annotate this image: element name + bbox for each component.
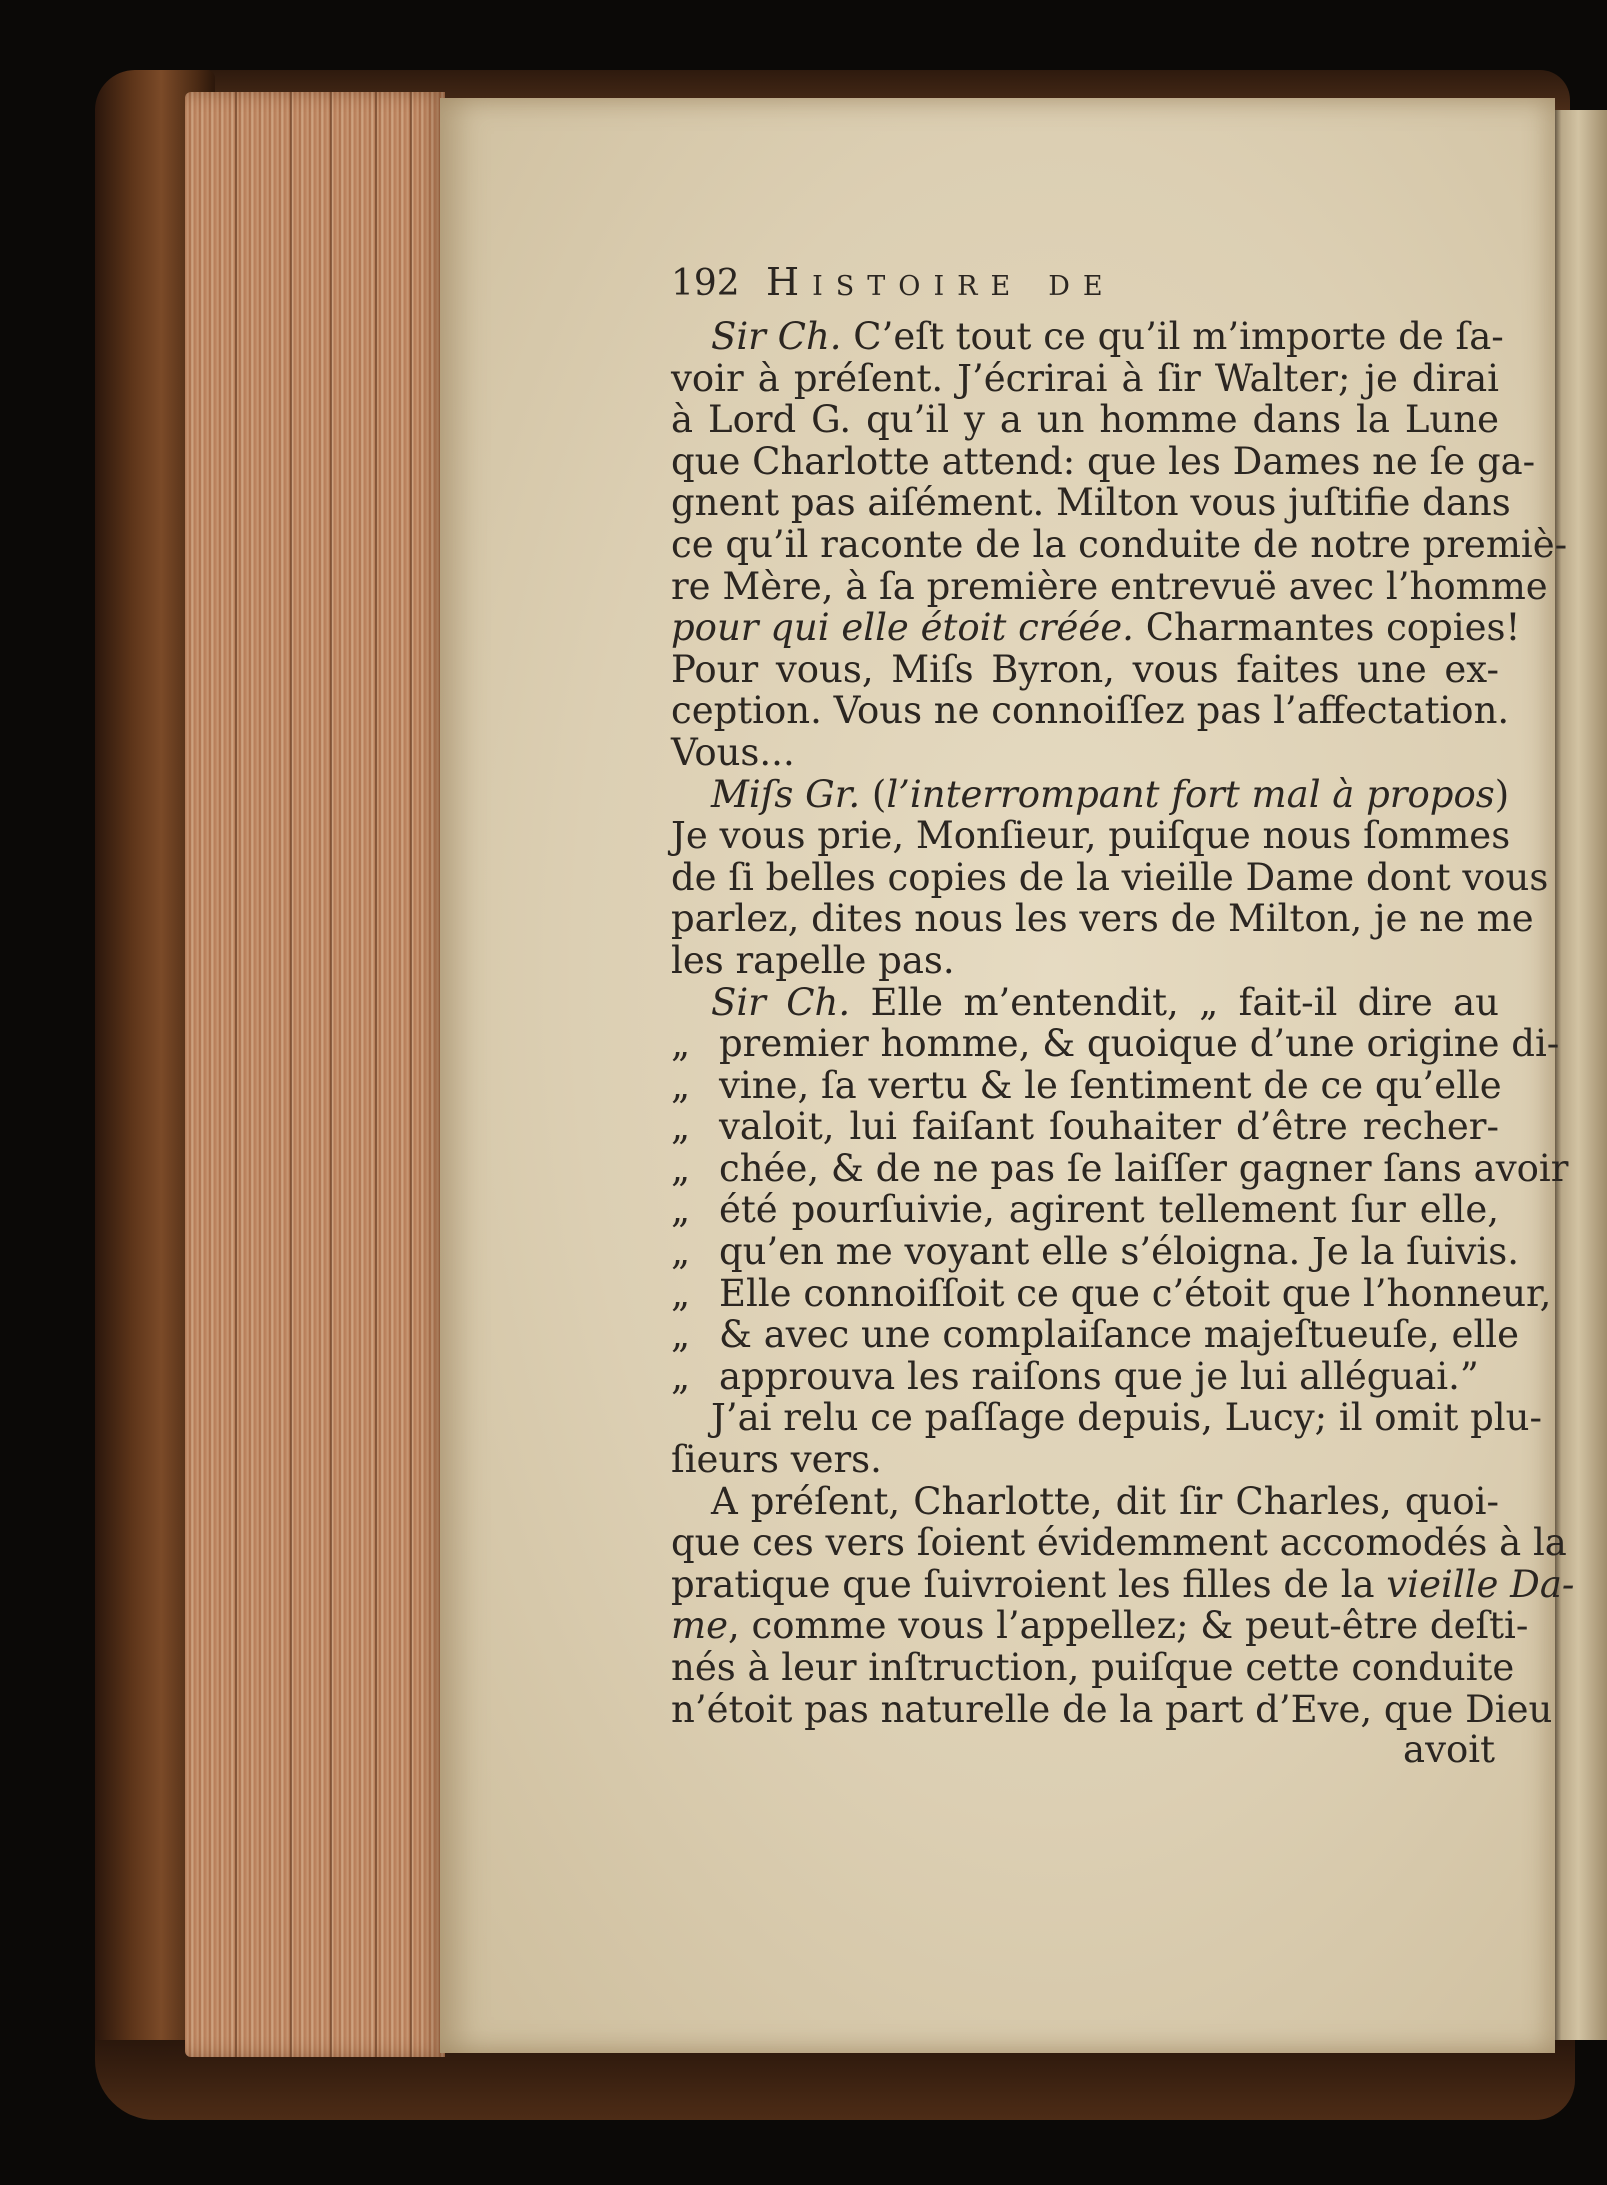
text-lines [671, 315, 1575, 1731]
line-text: , comme vous l’appellez; & peut-être deſti- [727, 1604, 1529, 1648]
text-line [671, 606, 1521, 650]
line-text: Vous... [671, 730, 795, 774]
text-line [671, 1271, 1552, 1315]
page-edge-step [290, 92, 292, 2057]
italic-text: l’interrompant fort mal à propos [886, 772, 1495, 816]
quote-mark: „ [671, 1271, 691, 1315]
quote-mark: „ [671, 1063, 691, 1107]
text-line [671, 1146, 1569, 1190]
page-edge-step [330, 92, 332, 2057]
quote-mark: „ [671, 1230, 691, 1274]
line-text: J’ai relu ce paſſage depuis, Lucy; il omit plu- [711, 1396, 1542, 1440]
line-text: premier homme, & quoique d’une origine di- [719, 1022, 1560, 1066]
text-line [671, 358, 1499, 400]
italic-text: Sir Ch. [711, 315, 842, 358]
italic-text: me [671, 1604, 728, 1648]
line-text: ce qu’il raconte de la conduite de notre premiè- [671, 522, 1568, 566]
text-line [671, 1356, 1499, 1398]
text-line [671, 1022, 1560, 1066]
page-edge-step [375, 92, 377, 2057]
line-text: que ces vers ſoient évidemment accomodés à la [671, 1521, 1567, 1565]
line-text: parlez, dites nous les vers de Milton, je ne me [671, 897, 1534, 941]
text-line [671, 689, 1510, 733]
text-line [671, 1646, 1515, 1689]
text-line [671, 649, 1499, 691]
text-line [671, 1230, 1519, 1274]
italic-text: vieille Da- [1386, 1562, 1575, 1606]
line-text: Je vous prie, Monſieur, puiſque nous ſommes [671, 814, 1511, 858]
text-line [671, 940, 1499, 982]
text-line [671, 399, 1499, 441]
line-text: Elle m’entendit, „ fait-il dire au [850, 980, 1499, 1024]
text-line [671, 1106, 1499, 1148]
text-line [671, 1481, 1499, 1523]
italic-text: Miſs Gr. [711, 772, 861, 816]
line-text: C’eſt tout ce qu’il m’importe de ſa- [841, 315, 1504, 358]
text-line [671, 1521, 1567, 1565]
text-line [671, 564, 1548, 608]
text-line [671, 1396, 1542, 1440]
line-text: & avec une complaiſance majeſtueuſe, elle [719, 1313, 1520, 1357]
quote-mark: „ [671, 1313, 691, 1357]
text-line [671, 1439, 1499, 1481]
line-text: A préſent, Charlotte, dit ſir Charles, quoi- [711, 1479, 1499, 1523]
text-line [671, 855, 1549, 899]
italic-text: Sir Ch. [711, 980, 851, 1024]
line-text: été pourſuivie, agirent tellement ſur elle, [719, 1188, 1499, 1232]
line-text: voir à préſent. J’écrirai à ſir Walter; je dirai [671, 356, 1499, 400]
text-line [671, 1063, 1502, 1107]
text-line [671, 1687, 1553, 1731]
text-line [671, 732, 1499, 774]
line-text: pratique que ſuivroient les filles de la [671, 1562, 1387, 1606]
page-edge-step [410, 92, 412, 2057]
line-text: que Charlotte attend: que les Dames ne ſe ga- [671, 439, 1536, 483]
line-text: n’étoit pas naturelle de la part d’Eve, que Dieu [671, 1687, 1553, 1731]
line-text: ception. Vous ne connoiſſez pas l’affectation. [671, 689, 1510, 733]
text-line [671, 982, 1499, 1024]
line-text: Elle connoiſſoit ce que c’étoit que l’honneur, [719, 1271, 1552, 1315]
line-text: gnent pas aiſément. Milton vous juſtifie dans [671, 481, 1511, 525]
text-line [671, 897, 1534, 941]
quote-mark: „ [671, 1354, 691, 1398]
page-header [671, 260, 1499, 316]
text-line [671, 1604, 1529, 1648]
line-text: Charmantes copies! [1133, 606, 1521, 650]
line-text: re Mère, à ſa première entrevuë avec l’homme [671, 564, 1548, 608]
line-text: ) [1494, 772, 1510, 816]
text-line [671, 522, 1568, 566]
line-text: nés à leur inſtruction, puiſque cette conduite [671, 1646, 1515, 1689]
facing-page-edge [1550, 110, 1607, 2040]
line-text: ſieurs vers. [671, 1438, 882, 1482]
quote-mark: „ [671, 1022, 691, 1066]
text-line [671, 315, 1504, 358]
catchword: avoit [1403, 1728, 1495, 1772]
page-edges [185, 92, 445, 2057]
text-line [671, 772, 1510, 816]
page-number: 192 [671, 263, 740, 304]
line-text: valoit, lui faiſant ſouhaiter d’être recher- [719, 1105, 1499, 1149]
line-text: de ſi belles copies de la vieille Dame dont vous [671, 855, 1549, 899]
italic-text: pour qui elle étoit créée. [671, 606, 1134, 650]
text-line [671, 814, 1511, 858]
line-text: à Lord G. qu’il y a un homme dans la Lune [671, 398, 1499, 442]
line-text: approuva les raiſons que je lui alléguai.” [719, 1354, 1479, 1398]
page-edge-step [235, 92, 237, 2057]
line-text: les rapelle pas. [671, 938, 955, 982]
line-text: qu’en me voyant elle s’éloigna. Je la ſuivis. [719, 1230, 1519, 1274]
text-line [671, 1562, 1575, 1606]
text-line [671, 1313, 1520, 1357]
line-text: ( [860, 772, 887, 816]
line-text: chée, & de ne pas ſe laiſſer gagner ſans avoir [719, 1146, 1569, 1190]
quote-mark: „ [671, 1188, 691, 1232]
page-text [671, 260, 1575, 1772]
running-head: Histoire de [766, 260, 1116, 304]
text-line [671, 439, 1536, 483]
text-line [671, 1189, 1499, 1231]
line-text: vine, ſa vertu & le ſentiment de ce qu’elle [719, 1063, 1502, 1107]
quote-mark: „ [671, 1105, 691, 1149]
line-text: Pour vous, Miſs Byron, vous faites une ex- [671, 647, 1499, 691]
quote-mark: „ [671, 1146, 691, 1190]
text-line [671, 481, 1511, 525]
